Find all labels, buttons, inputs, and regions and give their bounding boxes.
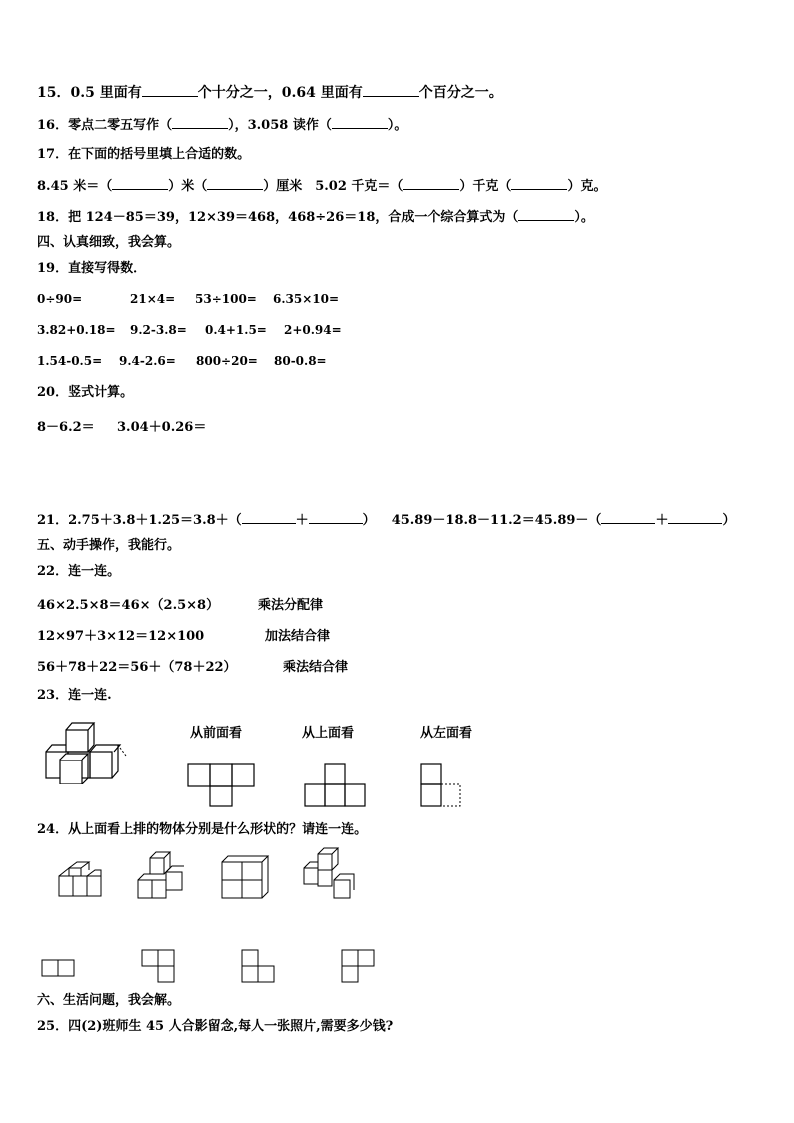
answer-blank[interactable] <box>668 511 722 524</box>
section-4-heading: 四、认真细致，我会算。 <box>37 235 181 250</box>
calc-item: 800÷20= <box>196 354 258 368</box>
law-item[interactable]: 加法结合律 <box>265 629 331 644</box>
question-19 <box>37 261 146 277</box>
question-25 <box>37 1019 393 1035</box>
question-17 <box>37 147 250 163</box>
section-5-heading: 五、动手操作，我能行。 <box>37 538 181 553</box>
section-6-heading: 六、生活问题，我会解。 <box>37 993 181 1008</box>
q20-text: 竖式计算。 <box>68 385 134 400</box>
answer-blank[interactable] <box>207 177 263 190</box>
vertical-calc-item: 3.04＋0.26＝ <box>117 420 207 435</box>
q-number: 23． <box>37 688 69 703</box>
calc-item: 0÷90= <box>37 292 83 306</box>
q24-text: 从上面看上排的物体分别是什么形状的？请连一连。 <box>68 822 368 837</box>
q-number: 15． <box>37 85 71 101</box>
calc-item: 3.82+0.18= <box>37 323 116 337</box>
answer-blank[interactable] <box>172 116 228 129</box>
question-20 <box>37 385 133 401</box>
answer-blank[interactable] <box>511 177 567 190</box>
question-15 <box>37 84 503 101</box>
answer-blank[interactable] <box>332 116 388 129</box>
question-22 <box>37 564 120 580</box>
answer-blank[interactable] <box>601 511 655 524</box>
expression-item[interactable]: 56＋78＋22＝56＋（78＋22） <box>37 660 237 675</box>
left-view-shape[interactable] <box>418 762 468 808</box>
law-item[interactable]: 乘法结合律 <box>283 660 349 675</box>
q18-text-b: ）。 <box>574 210 594 225</box>
calc-item: 53÷100= <box>195 292 257 306</box>
q17-text: 在下面的括号里填上合适的数。 <box>68 147 251 162</box>
calc-item: 9.4-2.6= <box>119 354 176 368</box>
calc-item: 21×4= <box>130 292 176 306</box>
answer-blank[interactable] <box>363 84 419 97</box>
q-number: 17． <box>37 147 69 162</box>
cube-stack-figure[interactable] <box>40 716 140 784</box>
q-number: 20． <box>37 385 69 400</box>
q16-text-a: 零点二零五写作（ <box>68 118 173 133</box>
q21-plus: ＋ <box>295 513 309 528</box>
q21-text-b: 45.89－18.8－11.2＝45.89－（ <box>391 513 602 528</box>
q19-text: 直接写得数． <box>68 261 147 276</box>
question-16 <box>37 116 407 134</box>
question-24 <box>37 822 367 838</box>
q-number: 19． <box>37 261 69 276</box>
q15-text-c: 个百分之一。 <box>418 85 503 101</box>
question-21 <box>37 511 735 529</box>
q21-text-a: 2.75＋3.8＋1.25＝3.8＋（ <box>68 513 242 528</box>
left-view-label: 从左面看 <box>420 726 473 741</box>
answer-blank[interactable] <box>518 208 574 221</box>
answer-blank[interactable] <box>403 177 459 190</box>
q25-text: 四(2)班师生 45 人合影留念,每人一张照片,需要多少钱? <box>68 1019 394 1034</box>
top-view-option-4[interactable] <box>340 948 378 984</box>
q17-text-b: ）米（ <box>168 179 208 194</box>
top-view-shape[interactable] <box>303 762 375 808</box>
cube-figure-4[interactable] <box>298 846 356 902</box>
q17-text-c: ）厘米 5.02 千克＝（ <box>263 179 404 194</box>
q21-close: ） <box>362 513 376 528</box>
calc-item: 80-0.8= <box>274 354 327 368</box>
q18-text-a: 把 124－85＝39，12×39＝468，468÷26＝18，合成一个综合算式为（ <box>68 210 519 225</box>
q17-text-a: 8.45 米＝（ <box>37 179 113 194</box>
cube-figure-3[interactable] <box>218 852 270 902</box>
calc-item: 2+0.94= <box>284 323 342 337</box>
expression-item[interactable]: 12×97＋3×12＝12×100 <box>37 629 205 644</box>
q-number: 18． <box>37 210 69 225</box>
q-number: 21． <box>37 513 69 528</box>
question-17-items <box>37 177 606 195</box>
top-view-option-1[interactable] <box>40 958 78 978</box>
answer-blank[interactable] <box>309 511 363 524</box>
calc-item: 6.35×10= <box>273 292 340 306</box>
q15-text-b: 个十分之一，0.64 里面有 <box>197 85 363 101</box>
q23-text: 连一连. <box>68 688 112 703</box>
calc-item: 9.2-3.8= <box>130 323 187 337</box>
question-18 <box>37 208 594 226</box>
q-number: 24． <box>37 822 69 837</box>
question-23 <box>37 688 112 704</box>
top-view-option-2[interactable] <box>140 948 178 984</box>
q-number: 16． <box>37 118 69 133</box>
top-view-label: 从上面看 <box>302 726 355 741</box>
q-number: 25． <box>37 1019 69 1034</box>
q17-text-e: ）克。 <box>567 179 607 194</box>
q21-plus: ＋ <box>655 513 669 528</box>
q22-text: 连一连。 <box>68 564 121 579</box>
calc-item: 1.54-0.5= <box>37 354 103 368</box>
top-view-option-3[interactable] <box>240 948 278 984</box>
q16-text-c: ）。 <box>387 118 408 133</box>
cube-figure-1[interactable] <box>55 860 105 902</box>
law-item[interactable]: 乘法分配律 <box>258 598 324 613</box>
answer-blank[interactable] <box>242 511 296 524</box>
q-number: 22． <box>37 564 69 579</box>
q17-text-d: ）千克（ <box>459 179 512 194</box>
front-view-shape[interactable] <box>186 762 258 808</box>
answer-blank[interactable] <box>112 177 168 190</box>
q15-text-a: 0.5 里面有 <box>70 85 142 101</box>
cube-figure-2[interactable] <box>134 850 188 902</box>
q21-close: ） <box>722 513 736 528</box>
expression-item[interactable]: 46×2.5×8＝46×（2.5×8） <box>37 598 220 613</box>
q16-text-b: ），3.058 读作（ <box>228 118 332 133</box>
vertical-calc-item: 8－6.2＝ <box>37 420 95 435</box>
front-view-label: 从前面看 <box>190 726 243 741</box>
calc-item: 0.4+1.5= <box>205 323 267 337</box>
answer-blank[interactable] <box>142 84 198 97</box>
